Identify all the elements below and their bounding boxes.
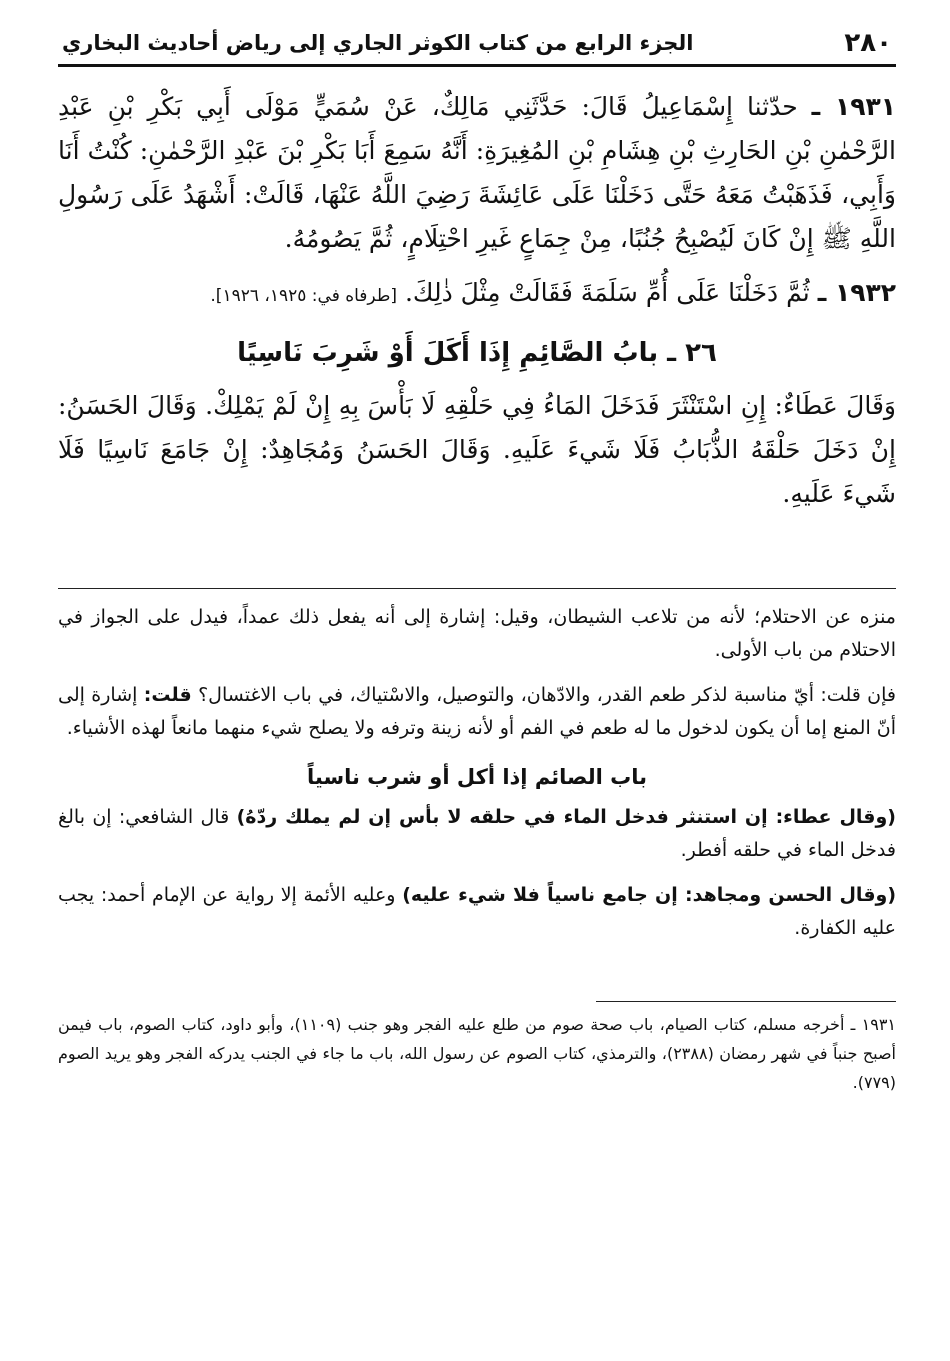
chapter-title: ٢٦ ـ بابُ الصَّائِمِ إِذَا أَكَلَ أَوْ شَرِبَ نَاسِيًا	[237, 338, 717, 368]
hadith-text: ثُمَّ دَخَلْنَا عَلَى أُمِّ سَلَمَةَ فَقَالَتْ مِثْلَ ذٰلِكَ.	[404, 278, 810, 307]
hadith-number: ١٩٣٢ ـ	[817, 278, 896, 307]
hadith-1931	[58, 85, 896, 261]
hadith-number: ١٩٣١ ـ	[811, 92, 896, 121]
footnote: ١٩٣١ ـ أخرجه مسلم، كتاب الصيام، باب صحة صوم من طلع عليه الفجر وهو جنب (١١٠٩)، وأبو داود، كتاب الصوم، باب فيمن أصبح جنباً في شهر رمضان (٢٣٨٨)، والترمذي، كتاب الصوم عن رسول الله، باب ما جاء في الجنب يدركه الفجر وهو يريد الصوم (٧٧٩).	[58, 1015, 897, 1092]
commentary-heading: باب الصائم إذا أكل أو شرب ناسياً	[306, 765, 648, 789]
commentary-paragraph	[58, 879, 896, 945]
quoted-text: (وقال عطاء: إن استنثر فدخل الماء في حلقه لا بأس إن لم يملك ردّهُ)	[236, 806, 896, 828]
commentary-paragraph	[58, 801, 896, 867]
commentary-paragraph: منزه عن الاحتلام؛ لأنه من تلاعب الشيطان، وقيل: إشارة إلى أنه يفعل ذلك عمداً، فيدل على الجواز في الاحتلام من باب الأولى.	[58, 606, 896, 661]
quoted-text: (وقال الحسن ومجاهد: إن جامع ناسياً فلا شيء عليه)	[402, 884, 897, 906]
commentary-answer: إشارة إلى أنّ المنع إما أن يكون لدخول ما له طعم في الفم أو لأنه زينة وترفه ولا يصلح شيء منهما مانعاً لهذه الأشياء.	[58, 684, 896, 739]
commentary-question: فإن قلت: أيّ مناسبة لذكر طعم القدر، والادّهان، والتوصيل، والاسْتياك، في باب الاغتسال؟	[198, 684, 897, 706]
commentary-paragraph	[58, 679, 896, 745]
hadith-text: حدّثنا إِسْمَاعِيلُ قَالَ: حَدَّثَنِي مَالِكٌ، عَنْ سُمَيٍّ مَوْلَى أَبِي بَكْرِ بْنِ عَبْدِ الرَّحْمٰنِ بْنِ الحَارِثِ بْنِ هِشَامِ بْنِ المُغِيرَةِ: أَنَّهُ سَمِعَ أَبَا بَكْرِ بْنَ عَبْدِ الرَّحْمٰنِ: كُنْتُ أَنَا وَأَبِي، فَذَهَبْتُ مَعَهُ حَتَّى دَخَلْنَا عَلَى عَائِشَةَ رَضِيَ اللَّهُ عَنْهَا، قَالَتْ: أَشْهَدُ عَلَى رَسُولِ اللَّهِ ﷺ إِنْ كَانَ لَيُصْبِحُ جُنُبًا، مِنْ جِمَاعٍ غَيرِ احْتِلَامٍ، ثُمَّ يَصُومُهُ.	[58, 92, 896, 253]
main-text	[58, 85, 896, 516]
running-title: الجزء الرابع من كتاب الكوثر الجاري إلى رياض أحاديث البخاري	[62, 31, 694, 55]
commentary-answer-label: قلت:	[143, 684, 192, 706]
explanation-text: قال الشافعي: إن بالغ فدخل الماء في حلقه أفطر.	[58, 806, 896, 861]
explanation-text: وعليه الأئمة إلا رواية عن الإمام أحمد: يجب عليه الكفارة.	[58, 884, 896, 939]
commentary-divider	[58, 588, 896, 589]
page-number: ٢٨٠	[844, 28, 892, 58]
commentary	[58, 601, 896, 945]
book-page	[58, 28, 896, 1341]
running-header	[58, 28, 896, 67]
cross-reference: [طرفاه في: ١٩٢٥، ١٩٢٦].	[210, 286, 397, 306]
footnote-divider	[596, 1001, 896, 1002]
hadith-1932	[58, 271, 896, 318]
chapter-text: وَقَالَ عَطَاءٌ: إِنِ اسْتَنْثَرَ فَدَخَلَ المَاءُ فِي حَلْقِهِ لَا بَأْسَ بِهِ إِنْ لَمْ يَمْلِكْ. وَقَالَ الحَسَنُ: إِنْ دَخَلَ حَلْقَهُ الذُّبَابُ فَلَا شَيءَ عَلَيهِ. وَقَالَ الحَسَنُ وَمُجَاهِدٌ: إِنْ جَامَعَ نَاسِيًا فَلَا شَيءَ عَلَيهِ.	[58, 391, 896, 508]
